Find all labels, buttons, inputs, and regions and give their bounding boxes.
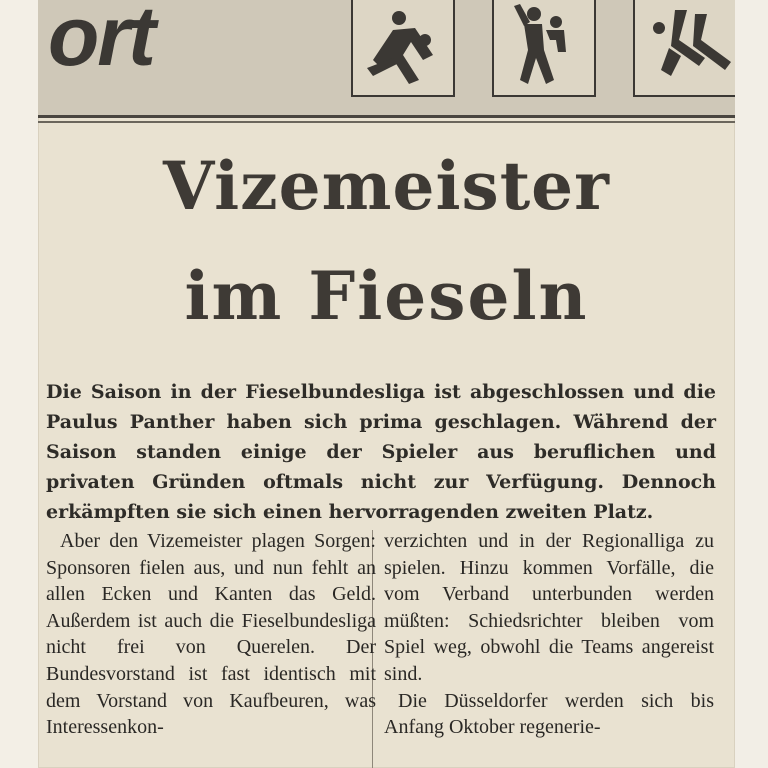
- article-lede: Die Saison in der Fieselbundesliga ist abgeschlossen und die Paulus Panther haben sich prima geschlagen. Während der Saison standen einige der Spieler aus beruflichen und privaten Gründen oftmals nicht zur Verfügung. Dennoch erkämpften sie sich einen hervorragenden zweiten Platz.: [46, 381, 716, 523]
- headline-line-2: im Fieseln: [184, 257, 589, 336]
- body-paragraph: verzichten und in der Regionalliga zu spielen. Hinzu kommen Vorfälle, die vom Verband unterbunden werden müßten: Schiedsrichter bleiben vom Spiel weg, obwohl die Teams angereist sind.: [384, 530, 714, 685]
- article-headline: [38, 147, 735, 336]
- athletics-pictogram-icon: [633, 0, 735, 97]
- body-paragraph: Die Düsseldorfer werden sich bis Anfang Oktober regenerie-: [384, 689, 714, 739]
- basketball-pictogram-icon: [492, 0, 596, 97]
- body-column-right: [384, 528, 714, 741]
- scan-margin: [735, 0, 768, 768]
- headline-line-1: Vizemeister: [163, 147, 610, 226]
- body-column-left: [46, 528, 376, 741]
- article-body: [46, 528, 716, 768]
- body-paragraph: Aber den Vizemeister plagen Sorgen: Sponsoren fielen aus, und nun fehlt an allen Ecken und Kanten das Geld. Außerdem ist auch die Fieselbundesliga nicht frei von Querelen. Der Bundesvorstand ist fast identisch mit dem Vorstand von Kaufbeuren, was Interessenkon-: [46, 530, 376, 739]
- section-title: ort: [48, 0, 154, 83]
- wrestling-pictogram-icon: [351, 0, 455, 97]
- header-rule: [38, 121, 735, 123]
